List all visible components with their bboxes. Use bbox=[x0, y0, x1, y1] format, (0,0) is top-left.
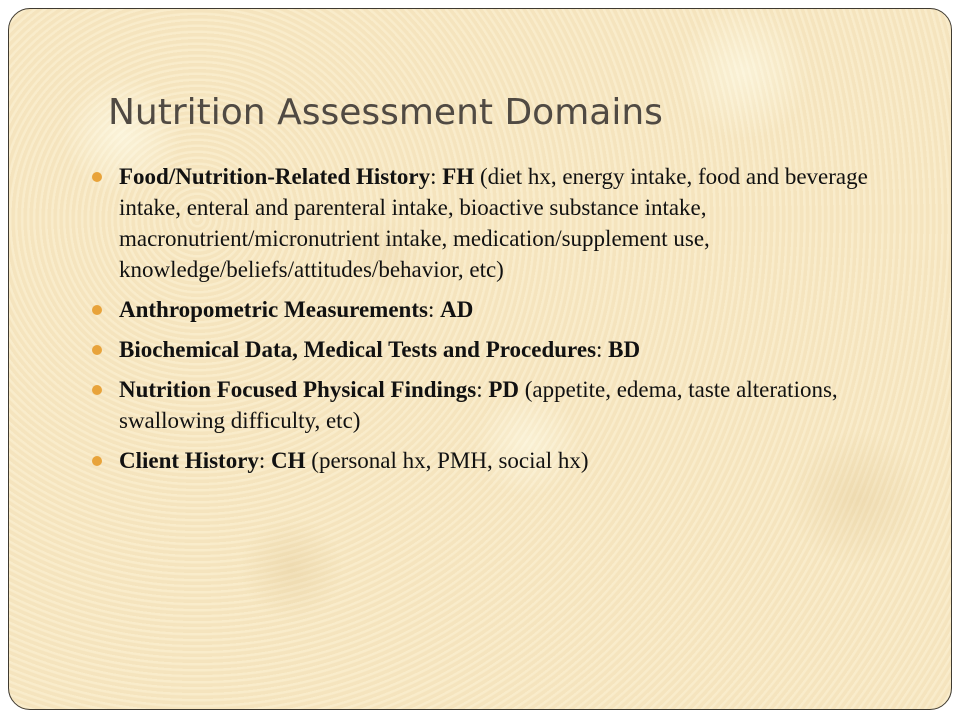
bullet-term: Food/Nutrition-Related History bbox=[119, 164, 431, 189]
bullet-biochemical-data bbox=[89, 334, 909, 365]
bullet-dot-icon bbox=[92, 305, 102, 315]
bullet-code: AD bbox=[440, 297, 474, 322]
bullet-separator: : bbox=[596, 337, 609, 362]
bullet-anthropometric-measurements bbox=[89, 294, 909, 325]
bullet-dot-icon bbox=[92, 385, 102, 395]
bullet-separator: : bbox=[258, 448, 272, 473]
bullet-dot-icon bbox=[92, 172, 102, 182]
bullet-code: FH bbox=[442, 164, 475, 189]
bullet-dot-icon bbox=[92, 456, 102, 466]
bullet-code: BD bbox=[608, 337, 641, 362]
bullet-detail: (diet hx, energy intake, food and beverage intake, enteral and parenteral intake, bioactive substance intake, macronutrient/micronutrient intake, medication/supplement use, knowledge/beliefs/attitudes/behavior, etc) bbox=[119, 164, 868, 282]
slide bbox=[8, 8, 952, 710]
bullet-term: Client History bbox=[119, 448, 259, 473]
bullet-term: Nutrition Focused Physical Findings bbox=[119, 377, 477, 402]
bullet-detail: (personal hx, PMH, social hx) bbox=[305, 448, 589, 473]
bullet-code: PD bbox=[488, 377, 519, 402]
bullet-separator: : bbox=[427, 297, 441, 322]
bullet-food-nutrition-history bbox=[89, 161, 909, 285]
bullet-separator: : bbox=[430, 164, 443, 189]
bullet-detail: (appetite, edema, taste alterations, swallowing difficulty, etc) bbox=[119, 377, 838, 433]
bullet-dot-icon bbox=[92, 345, 102, 355]
bullet-separator: : bbox=[476, 377, 489, 402]
bullet-list bbox=[89, 161, 909, 485]
bullet-physical-findings bbox=[89, 374, 909, 436]
bullet-code: CH bbox=[271, 448, 306, 473]
bullet-term: Biochemical Data, Medical Tests and Procedures bbox=[119, 337, 597, 362]
slide-title: Nutrition Assessment Domains bbox=[108, 92, 663, 133]
bullet-term: Anthropometric Measurements bbox=[119, 297, 428, 322]
bullet-client-history bbox=[89, 445, 909, 476]
